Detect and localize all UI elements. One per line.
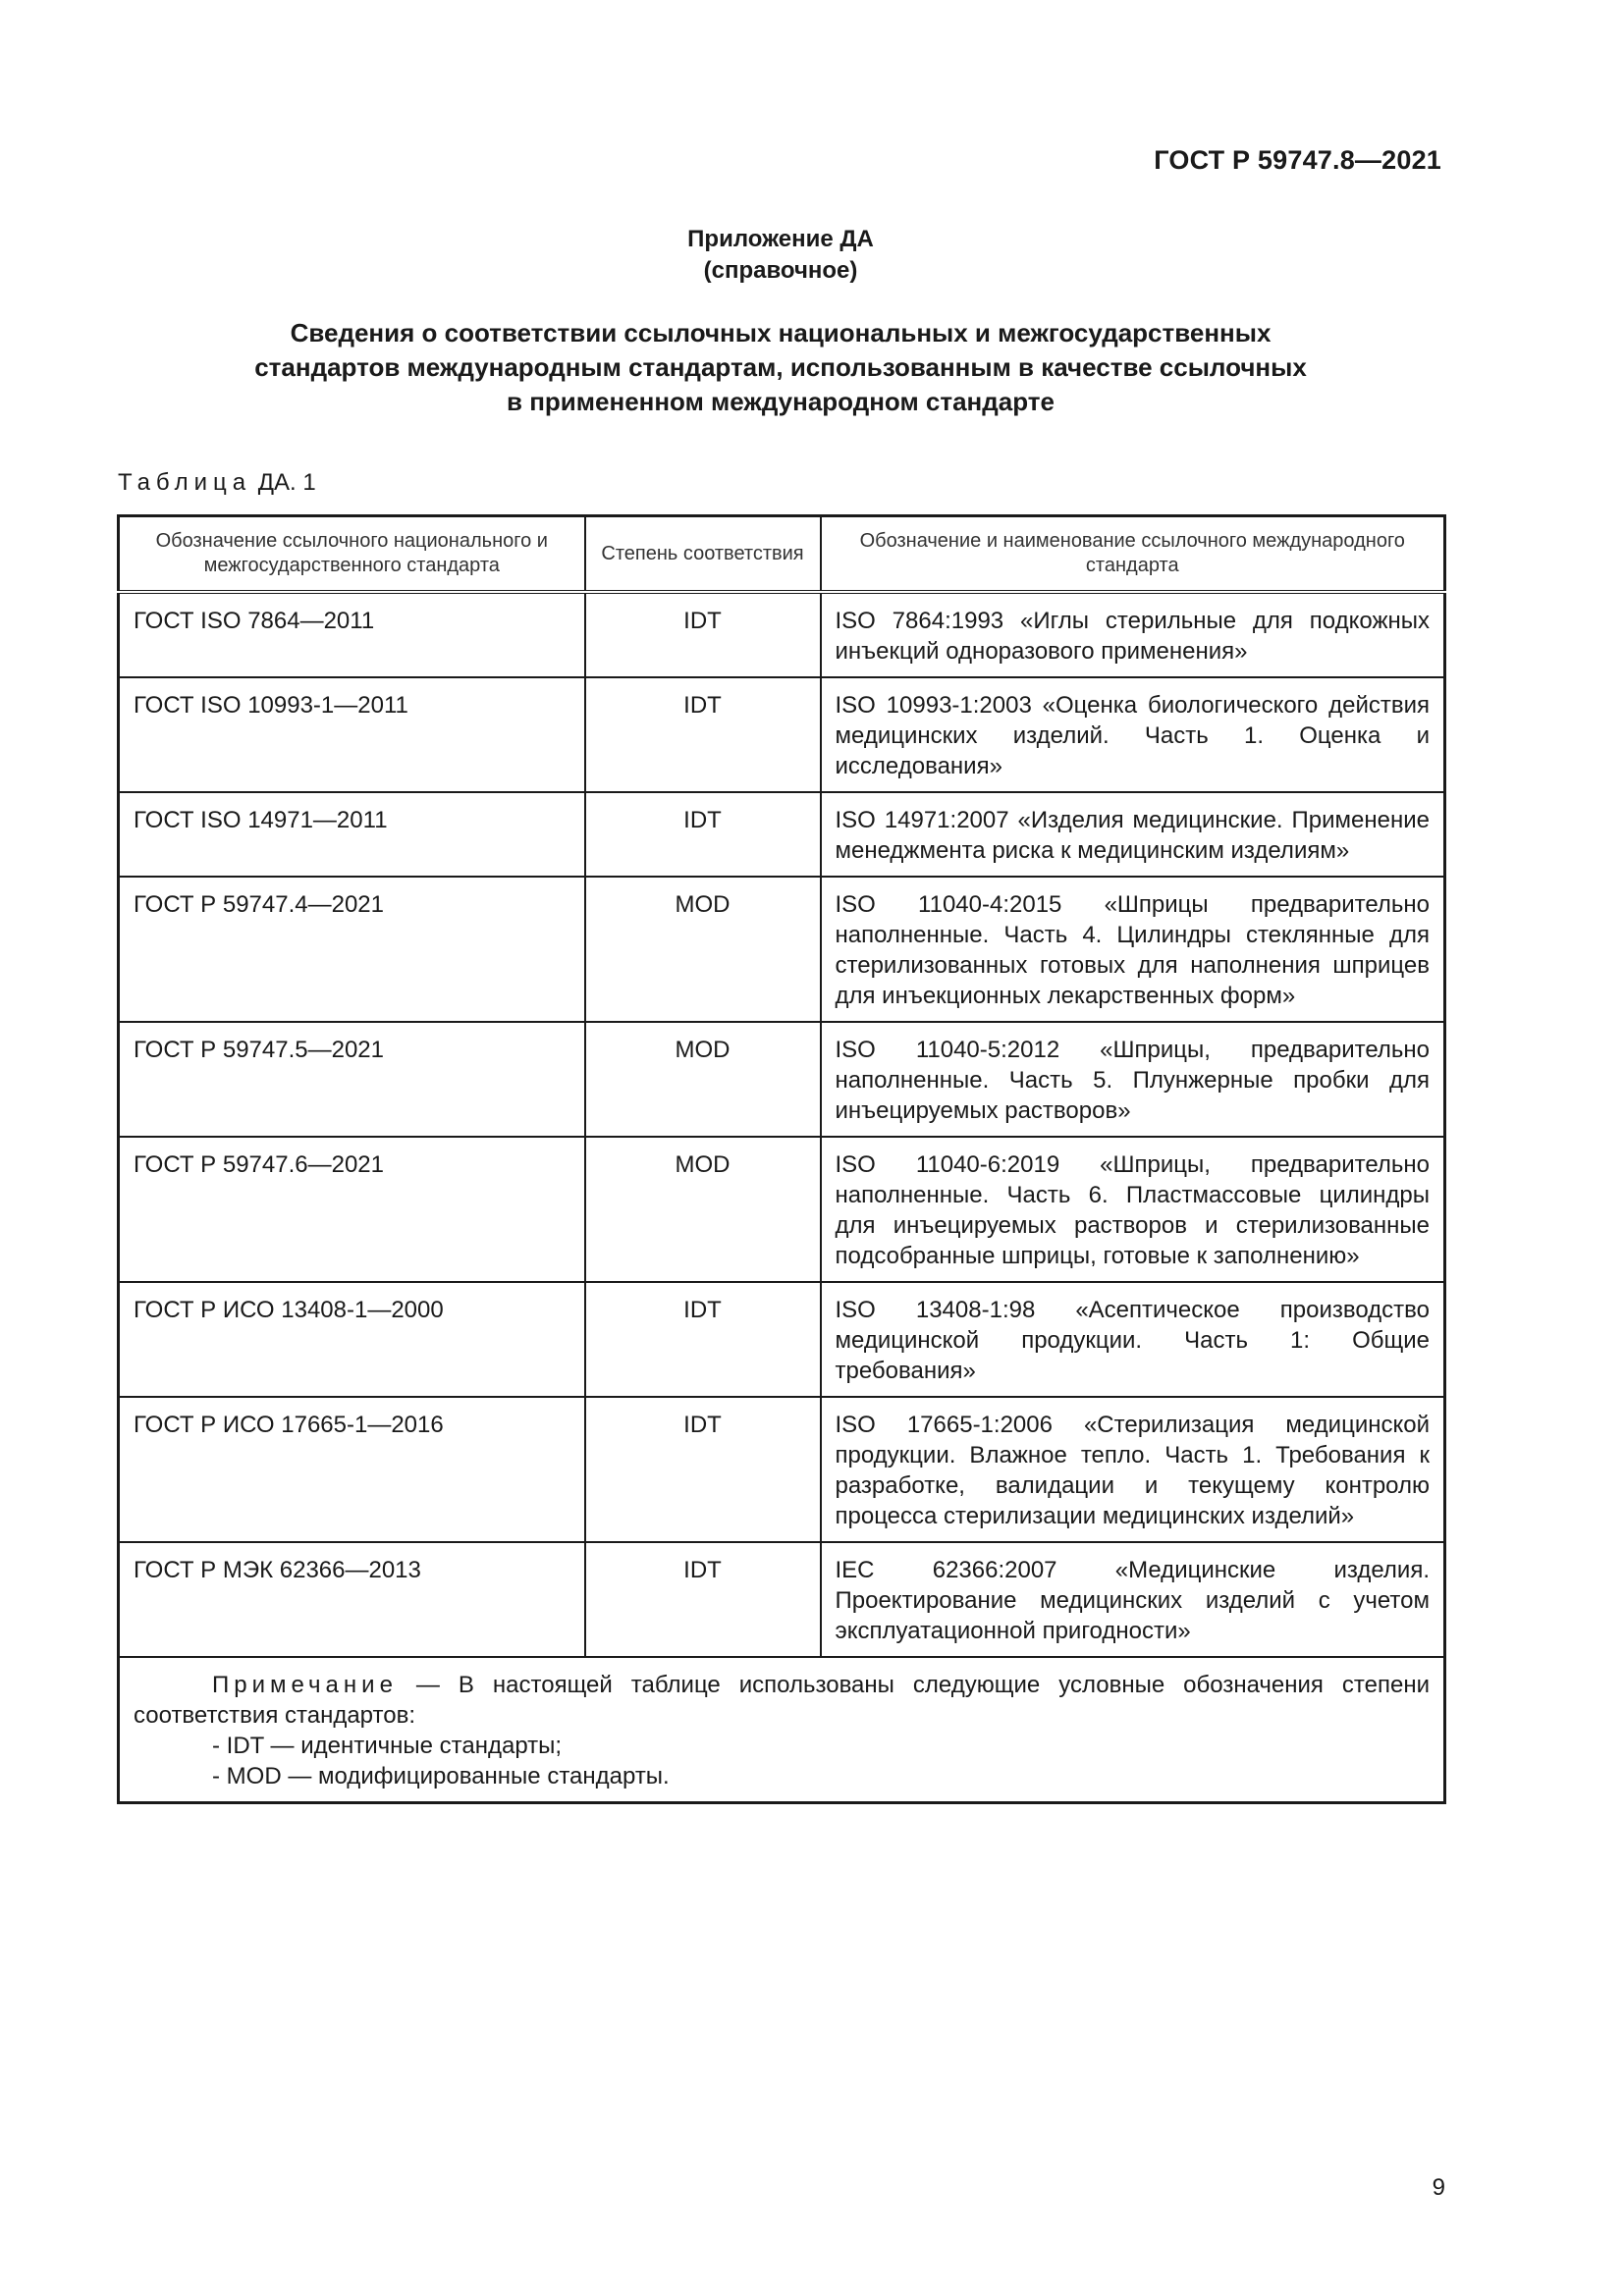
degree-cell: IDT [585, 1542, 821, 1657]
document-code: ГОСТ Р 59747.8—2021 [1154, 145, 1441, 175]
standards-table [117, 514, 1446, 1804]
table-row [119, 1137, 1445, 1282]
table-row [119, 792, 1445, 877]
note-text: — В настоящей таблице использованы следующие условные обозначения степени соответствия стандартов: [134, 1672, 1430, 1729]
header-degree: Степень соответствия [585, 516, 821, 593]
national-standard-cell: ГОСТ Р ИСО 17665-1—2016 [119, 1397, 585, 1542]
table-row [119, 592, 1445, 677]
degree-cell: MOD [585, 1022, 821, 1137]
table-row [119, 1397, 1445, 1542]
section-title-line: Сведения о соответствии ссылочных национальных и межгосударственных [290, 318, 1272, 347]
appendix-subtitle: (справочное) [703, 257, 858, 284]
table-caption-number: ДА. 1 [257, 469, 316, 496]
international-standard-cell: ISO 7864:1993 «Иглы стерильные для подкожных инъекций одноразового применения» [821, 592, 1445, 677]
degree-cell: MOD [585, 1137, 821, 1282]
national-standard-cell: ГОСТ Р 59747.5—2021 [119, 1022, 585, 1137]
international-standard-cell: ISO 17665-1:2006 «Стерилизация медицинской продукции. Влажное тепло. Часть 1. Требования к разработке, валидации и текущему контролю процесса стерилизации медицинских изделий» [821, 1397, 1445, 1542]
note-item: - MOD — модифицированные стандарты. [212, 1763, 670, 1789]
table-header-row [119, 516, 1445, 593]
international-standard-cell: ISO 11040-5:2012 «Шприцы, предварительно наполненные. Часть 5. Плунжерные пробки для инъецируемых растворов» [821, 1022, 1445, 1137]
degree-cell: MOD [585, 877, 821, 1022]
table-row [119, 1282, 1445, 1397]
national-standard-cell: ГОСТ ISO 7864—2011 [119, 592, 585, 677]
section-title-line: в примененном международном стандарте [507, 387, 1055, 416]
note-paragraph [134, 1670, 1430, 1731]
header-national-standard: Обозначение ссылочного национального и межгосударственного стандарта [119, 516, 585, 593]
section-title [0, 316, 1561, 419]
degree-cell: IDT [585, 1397, 821, 1542]
table-row [119, 877, 1445, 1022]
table-caption-label: Таблица [118, 469, 252, 496]
section-title-line: стандартов международным стандартам, использованным в качестве ссылочных [254, 352, 1307, 382]
international-standard-cell: ISO 10993-1:2003 «Оценка биологического действия медицинских изделий. Часть 1. Оценка и исследования» [821, 677, 1445, 792]
appendix-heading [0, 224, 1561, 287]
table-row [119, 1022, 1445, 1137]
note-item: - IDT — идентичные стандарты; [212, 1733, 563, 1759]
header-international-standard: Обозначение и наименование ссылочного международного стандарта [821, 516, 1445, 593]
national-standard-cell: ГОСТ Р 59747.4—2021 [119, 877, 585, 1022]
appendix-title: Приложение ДА [687, 226, 874, 252]
table-row [119, 1542, 1445, 1657]
degree-cell: IDT [585, 592, 821, 677]
international-standard-cell: IEC 62366:2007 «Медицинские изделия. Проектирование медицинских изделий с учетом эксплуатационной пригодности» [821, 1542, 1445, 1657]
degree-cell: IDT [585, 792, 821, 877]
international-standard-cell: ISO 13408-1:98 «Асептическое производство медицинской продукции. Часть 1: Общие требования» [821, 1282, 1445, 1397]
national-standard-cell: ГОСТ Р ИСО 13408-1—2000 [119, 1282, 585, 1397]
table-note [119, 1657, 1445, 1803]
international-standard-cell: ISO 11040-6:2019 «Шприцы, предварительно наполненные. Часть 6. Пластмассовые цилиндры для инъецируемых растворов и стерилизованные подсобранные шприцы, готовые к заполнению» [821, 1137, 1445, 1282]
table-caption [118, 469, 316, 497]
international-standard-cell: ISO 14971:2007 «Изделия медицинские. Применение менеджмента риска к медицинским изделиям» [821, 792, 1445, 877]
degree-cell: IDT [585, 677, 821, 792]
page-number: 9 [1432, 2174, 1445, 2201]
note-label: Примечание [212, 1672, 398, 1698]
national-standard-cell: ГОСТ ISO 10993-1—2011 [119, 677, 585, 792]
national-standard-cell: ГОСТ Р МЭК 62366—2013 [119, 1542, 585, 1657]
international-standard-cell: ISO 11040-4:2015 «Шприцы предварительно наполненные. Часть 4. Цилиндры стеклянные для стерилизованных готовых для наполнения шприцев для инъекционных лекарственных форм» [821, 877, 1445, 1022]
degree-cell: IDT [585, 1282, 821, 1397]
table-row [119, 677, 1445, 792]
national-standard-cell: ГОСТ Р 59747.6—2021 [119, 1137, 585, 1282]
national-standard-cell: ГОСТ ISO 14971—2011 [119, 792, 585, 877]
table-note-row [119, 1657, 1445, 1803]
